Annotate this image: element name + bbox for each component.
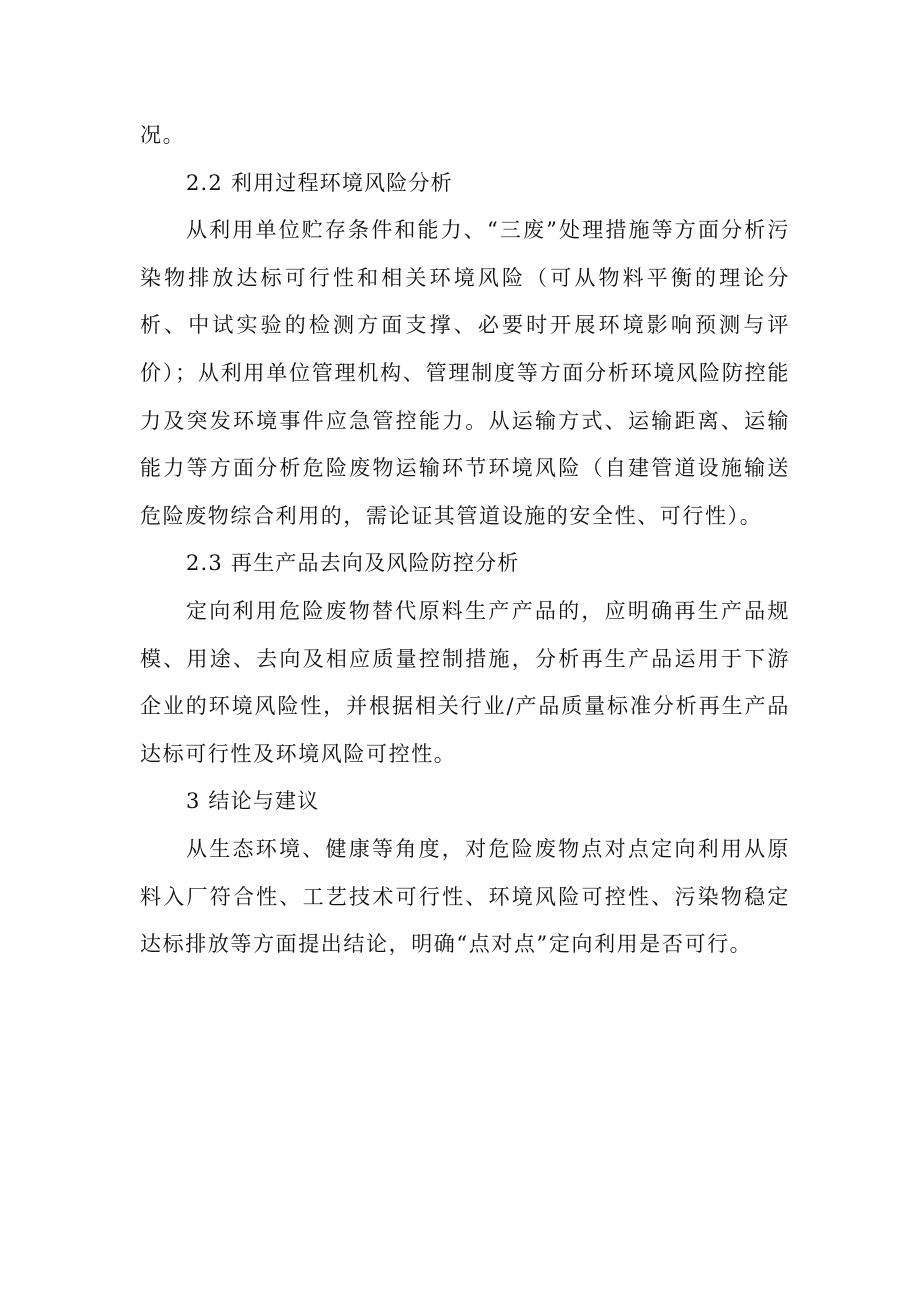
document-body bbox=[140, 112, 790, 969]
section-2-2-heading: 2.2 利用过程环境风险分析 bbox=[186, 170, 453, 195]
section-3-heading: 3 结论与建议 bbox=[186, 789, 320, 814]
continuation-text: 况。 bbox=[140, 123, 186, 147]
section-2-3-heading: 2.3 再生产品去向及风险防控分析 bbox=[186, 551, 520, 576]
section-2-2-paragraph: 从利用单位贮存条件和能力、“三废”处理措施等方面分析污染物排放达标可行性和相关环境风险（可从物料平衡的理论分析、中试实验的检测方面支撑、必要时开展环境影响预测与评价）；从利用单位管理机构、管理制度等方面分析环境风险防控能力及突发环境事件应急管控能力。从运输方式、运输距离、运输能力等方面分析危险废物运输环节环境风险（自建管道设施输送危险废物综合利用的，需论证其管道设施的安全性、可行性）。 bbox=[140, 218, 790, 528]
section-3-paragraph: 从生态环境、健康等角度，对危险废物点对点定向利用从原料入厂符合性、工艺技术可行性、环境风险可控性、污染物稳定达标排放等方面提出结论，明确“点对点”定向利用是否可行。 bbox=[140, 836, 790, 957]
section-2-3-paragraph: 定向利用危险废物替代原料生产产品的，应明确再生产品规模、用途、去向及相应质量控制措施，分析再生产品运用于下游企业的环境风险性，并根据相关行业/产品质量标准分析再生产品达标可行性及环境风险可控性。 bbox=[140, 598, 790, 766]
